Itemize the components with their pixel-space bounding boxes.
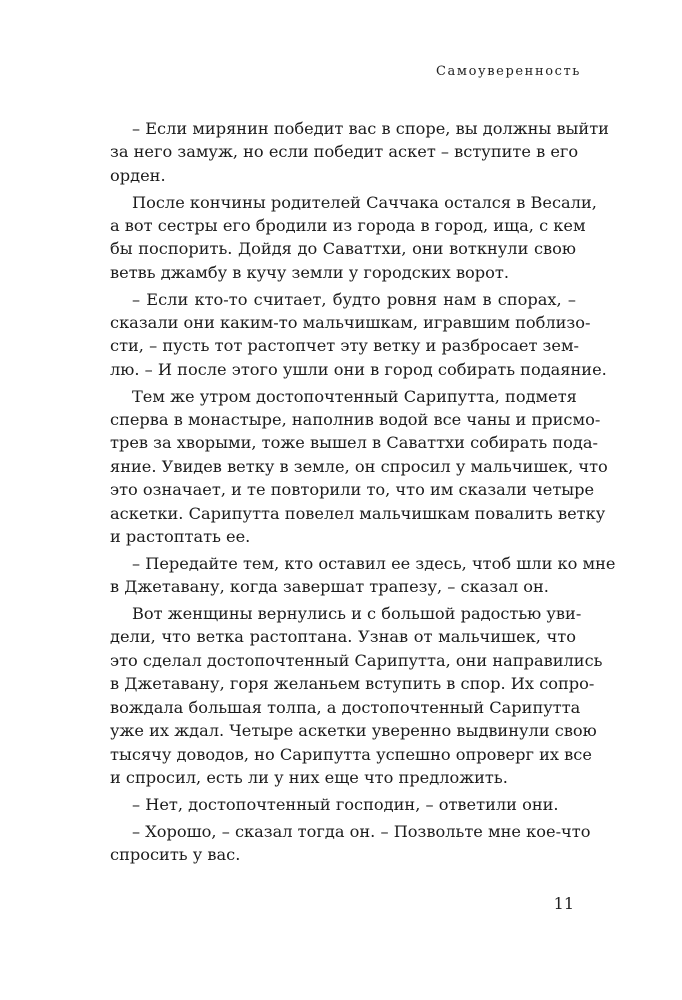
text-line: орден.: [110, 165, 166, 185]
text-line: аскетки. Сарипутта повелел мальчишкам повалить ветку: [110, 503, 606, 523]
text-line: трев за хворыми, тоже вышел в Саваттхи собирать пода-: [110, 433, 598, 453]
text-line: – Если кто-то считает, будто ровня нам в спорах, –: [132, 289, 576, 309]
text-line: и спросил, есть ли у них еще что предложить.: [110, 767, 508, 787]
paragraph: [110, 117, 609, 187]
paragraph: [110, 602, 603, 789]
text-line: в Джетавану, когда завершат трапезу, – сказал он.: [110, 577, 549, 597]
text-line: вождала большая толпа, а достопочтенный Сарипутта: [110, 697, 581, 717]
running-head: Самоуверенность: [435, 64, 581, 79]
text-line: дели, что ветка растоптана. Узнав от мальчишек, что: [110, 627, 576, 647]
text-line: – Нет, достопочтенный господин, – ответили они.: [132, 794, 559, 814]
text-line: – Передайте тем, кто оставил ее здесь, чтоб шли ко мне: [132, 553, 616, 573]
paragraph: [110, 191, 597, 285]
text-line: – Если мирянин победит вас в споре, вы должны выйти: [132, 119, 609, 138]
text-line: лю. – И после этого ушли они в город собирать подаяние.: [110, 359, 607, 379]
text-line: бы поспорить. Дойдя до Саваттхи, они воткнули свою: [110, 239, 576, 259]
text-line: После кончины родителей Саччака остался в Весали,: [132, 192, 597, 212]
paragraph: [110, 793, 576, 816]
text-line: сперва в монастыре, наполнив водой все чаны и присмо-: [110, 410, 601, 430]
text-line: Тем же утром достопочтенный Сарипутта, подметя: [132, 386, 577, 406]
text-line: это означает, и те повторили то, что им сказали четыре: [110, 480, 595, 500]
paragraph: [110, 385, 608, 549]
text-line: тысячу доводов, но Сарипутта успешно опроверг их все: [110, 744, 592, 764]
text-line: сказали они каким-то мальчишкам, игравшим поблизо-: [110, 313, 591, 333]
text-line: уже их ждал. Четыре аскетки уверенно выдвинули свою: [110, 721, 597, 741]
text-line: за него замуж, но если победит аскет – вступите в его: [110, 142, 579, 162]
text-line: и растоптать ее.: [110, 527, 251, 547]
text-line: яние. Увидев ветку в земле, он спросил у мальчишек, что: [110, 456, 608, 476]
text-line: ветвь джамбу в кучу земли у городских ворот.: [110, 262, 510, 282]
body-text: [110, 117, 616, 870]
text-line: это сделал достопочтенный Сарипутта, они направились: [110, 650, 603, 670]
text-line: – Хорошо, – сказал тогда он. – Позвольте мне кое-что: [132, 821, 591, 841]
paragraph: [110, 820, 591, 867]
text-line: Вот женщины вернулись и с большой радостью уви-: [132, 604, 582, 624]
text-line: сти, – пусть тот растопчет эту ветку и разбросает зем-: [110, 336, 580, 356]
text-line: а вот сестры его бродили из города в город, ища, с кем: [110, 216, 586, 236]
paragraph: [110, 552, 616, 599]
paragraph: [110, 288, 607, 382]
text-line: в Джетавану, горя желаньем вступить в спор. Их сопро-: [110, 674, 595, 694]
page-number: 11: [553, 894, 574, 913]
text-line: спросить у вас.: [110, 844, 241, 864]
